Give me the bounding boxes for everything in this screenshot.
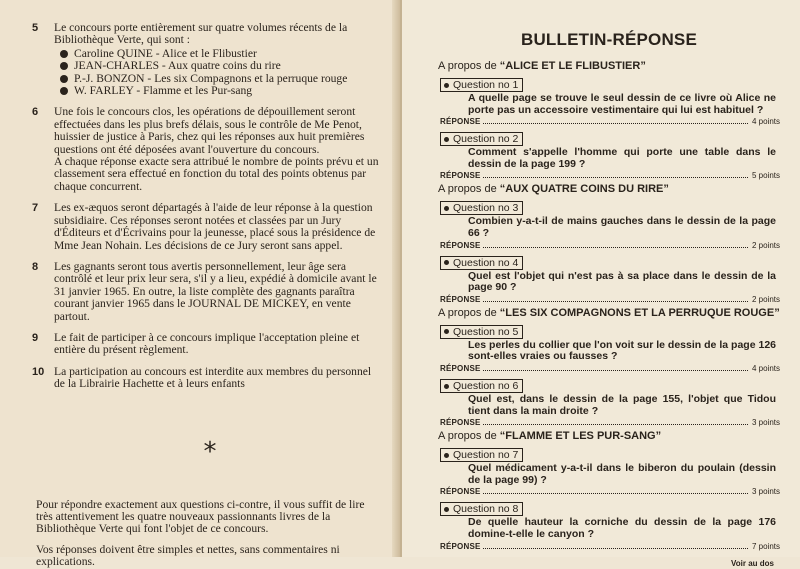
book-item: W. FARLEY - Flamme et les Pur-sang <box>58 85 384 97</box>
rule-5 <box>32 21 384 98</box>
question-text: A quelle page se trouve le seul dessin de ce livre où Alice ne porte pas un accessoire vestimentaire qui lui est habituel ? <box>468 92 776 116</box>
points-value: 7 points <box>751 541 780 551</box>
answer-line[interactable] <box>440 418 780 427</box>
question-label-text: Question no 3 <box>453 202 519 215</box>
answer-label: RÉPONSE <box>440 240 481 250</box>
rule-text: Le fait de participer à ce concours implique l'acceptation pleine et entière du présent règlement. <box>54 330 360 357</box>
answer-line[interactable] <box>440 364 780 373</box>
answer-label: RÉPONSE <box>440 117 481 127</box>
question-5 <box>438 322 780 373</box>
question-label-text: Question no 2 <box>453 133 519 146</box>
question-1 <box>438 75 780 126</box>
points-value: 4 points <box>751 363 780 373</box>
question-text: Comment s'appelle l'homme qui porte une table dans le dessin de la page 199 ? <box>468 146 776 170</box>
answer-line[interactable] <box>440 171 780 180</box>
question-2 <box>438 129 780 180</box>
rule-number: 9 <box>32 331 39 344</box>
question-label <box>440 379 523 393</box>
answer-line[interactable] <box>440 117 780 126</box>
answer-label: RÉPONSE <box>440 294 481 304</box>
asterisk-separator: * <box>203 436 217 467</box>
bullet-icon <box>444 137 449 142</box>
answer-field[interactable] <box>483 176 748 178</box>
answer-field[interactable] <box>483 246 748 248</box>
question-label <box>440 132 523 146</box>
book-item: JEAN-CHARLES - Aux quatre coins du rire <box>58 60 384 72</box>
right-page <box>402 0 800 568</box>
answer-line[interactable] <box>440 295 780 304</box>
question-label <box>440 78 523 92</box>
bullet-icon <box>444 384 449 389</box>
answer-line[interactable] <box>440 542 780 551</box>
question-4 <box>438 253 780 304</box>
rule-7 <box>32 201 384 252</box>
question-text: Combien y-a-t-il de mains gauches dans le dessin de la page 66 ? <box>468 215 776 239</box>
section-heading <box>438 307 780 319</box>
rule-text: Les gagnants seront tous avertis personnellement, leur âge sera contrôlé et leur prix leur sera, s'il y a lieu, expédié à domicile avant le 31 janvier 1965. En outre, la liste complète des gagnants paraîtra courant janvier 1965 dans le JOURNAL DE MICKEY, en vente partout. <box>54 259 377 323</box>
points-value: 2 points <box>751 294 780 304</box>
answer-label: RÉPONSE <box>440 487 481 497</box>
answer-label: RÉPONSE <box>440 363 481 373</box>
answer-guidance-paragraph: Vos réponses doivent être simples et nettes, sans commentaires ni explications. <box>36 542 340 569</box>
question-label-text: Question no 5 <box>453 325 519 338</box>
book-title: “LES SIX COMPAGNONS ET LA PERRUQUE ROUGE” <box>499 306 780 319</box>
question-label <box>440 502 523 516</box>
page-title: BULLETIN-RÉPONSE <box>520 30 698 49</box>
rule-number: 5 <box>32 22 39 34</box>
question-3 <box>438 198 780 249</box>
rule-number: 7 <box>32 202 39 215</box>
question-text: De quelle hauteur la corniche du dessin de la page 176 domine-t-elle le canyon ? <box>468 516 776 540</box>
section-prefix: A propos de <box>438 60 500 72</box>
question-label <box>440 201 523 215</box>
answer-line[interactable] <box>440 487 780 496</box>
answer-label: RÉPONSE <box>440 171 481 181</box>
rule-text-continued: A chaque réponse exacte sera attribué le nombre de points prévu et un classement sera effectué en fonction du total des points obtenus par chaque concurrent. <box>54 155 379 193</box>
answer-field[interactable] <box>483 122 748 124</box>
book-item: Caroline QUINE - Alice et le Flibustier <box>58 48 384 60</box>
answer-field[interactable] <box>483 300 748 302</box>
answer-field[interactable] <box>483 369 748 371</box>
rule-text: Les ex-æquos seront départagés à l'aide de leur réponse à la question subsidiaire. Ces réponses seront notées et classées par un Jury d'Éditeurs et d'Écrivains pour la jeunesse, placé sous la présidence de Mme Jean Nohain. Les décisions de ce Jury seront sans appel. <box>54 201 376 252</box>
section-prefix: A propos de <box>438 183 500 196</box>
section-heading <box>438 60 780 72</box>
question-text: Quel est l'objet qui n'est pas à sa place dans le dessin de la page 90 ? <box>468 269 776 294</box>
left-page <box>0 0 398 569</box>
question-text: Les perles du collier que l'on voit sur le dessin de la page 126 sont-elles vraies ou fausses ? <box>468 338 776 363</box>
bullet-icon <box>444 206 449 211</box>
answer-label: RÉPONSE <box>440 541 481 551</box>
rule-6 <box>32 105 384 193</box>
bullet-icon <box>444 507 449 512</box>
rule-number: 8 <box>32 260 39 273</box>
section-heading <box>438 430 780 442</box>
question-label-text: Question no 4 <box>453 256 519 269</box>
bullet-icon <box>444 453 449 458</box>
book-title: “AUX QUATRE COINS DU RIRE” <box>499 183 669 196</box>
book-list <box>58 48 384 98</box>
points-value: 5 points <box>751 171 780 181</box>
rule-8 <box>32 259 384 323</box>
rule-9 <box>32 330 384 357</box>
question-6 <box>438 376 780 427</box>
question-label <box>440 325 523 339</box>
rule-text: La participation au concours est interdite aux membres du personnel de la Librairie Hachette et à leurs enfants <box>54 364 372 391</box>
rule-text: Le concours porte entièrement sur quatre volumes récents de la Bibliothèque Verte, qui sont : <box>54 21 348 47</box>
section-prefix: A propos de <box>438 430 500 443</box>
question-text: Quel médicament y-a-t-il dans le biberon du poulain (dessin de la page 99) ? <box>468 462 776 486</box>
question-label-text: Question no 8 <box>453 503 519 516</box>
book-title: “ALICE ET LE FLIBUSTIER” <box>499 60 646 72</box>
turn-over-note: Voir au dos <box>731 558 774 568</box>
rule-10 <box>32 364 384 391</box>
section-heading <box>438 183 780 195</box>
question-label <box>440 448 523 462</box>
bullet-icon <box>444 83 449 88</box>
section-prefix: A propos de <box>438 306 500 319</box>
question-text: Quel est, dans le dessin de la page 155, l'objet que Tidou tient dans la main droite ? <box>468 392 776 417</box>
question-label-text: Question no 6 <box>453 379 519 392</box>
question-label-text: Question no 1 <box>453 79 519 91</box>
rule-text: Une fois le concours clos, les opérations de dépouillement seront effectuées dans les plus brefs délais, sous le contrôle de Me Penot, huissier de justice à Paris, chez qui les réponses aux huit premières questions ont été déposées avant l'ouverture du concours. <box>54 105 365 156</box>
question-8 <box>438 499 780 550</box>
bullet-icon <box>444 329 449 334</box>
question-label <box>440 256 523 270</box>
book-item: P.-J. BONZON - Les six Compagnons et la perruque rouge <box>58 73 384 85</box>
question-7 <box>438 445 780 496</box>
question-label-text: Question no 7 <box>453 449 519 462</box>
answer-field[interactable] <box>483 492 748 494</box>
rule-number: 10 <box>32 365 45 378</box>
answer-field[interactable] <box>483 423 748 425</box>
answer-label: RÉPONSE <box>440 418 481 428</box>
points-value: 3 points <box>751 418 780 428</box>
points-value: 4 points <box>751 117 780 127</box>
book-title: “FLAMME ET LES PUR-SANG” <box>499 430 662 443</box>
instructions-paragraph: Pour répondre exactement aux questions ci-contre, il vous suffit de lire très attentivement les quatre nouveaux passionnants livres de la Bibliothèque Verte qui font l'objet de ce concours. <box>36 497 365 536</box>
points-value: 3 points <box>751 487 780 497</box>
points-value: 2 points <box>751 240 780 250</box>
answer-field[interactable] <box>483 547 748 549</box>
answer-line[interactable] <box>440 241 780 250</box>
rule-number: 6 <box>32 106 39 119</box>
bullet-icon <box>444 260 449 265</box>
